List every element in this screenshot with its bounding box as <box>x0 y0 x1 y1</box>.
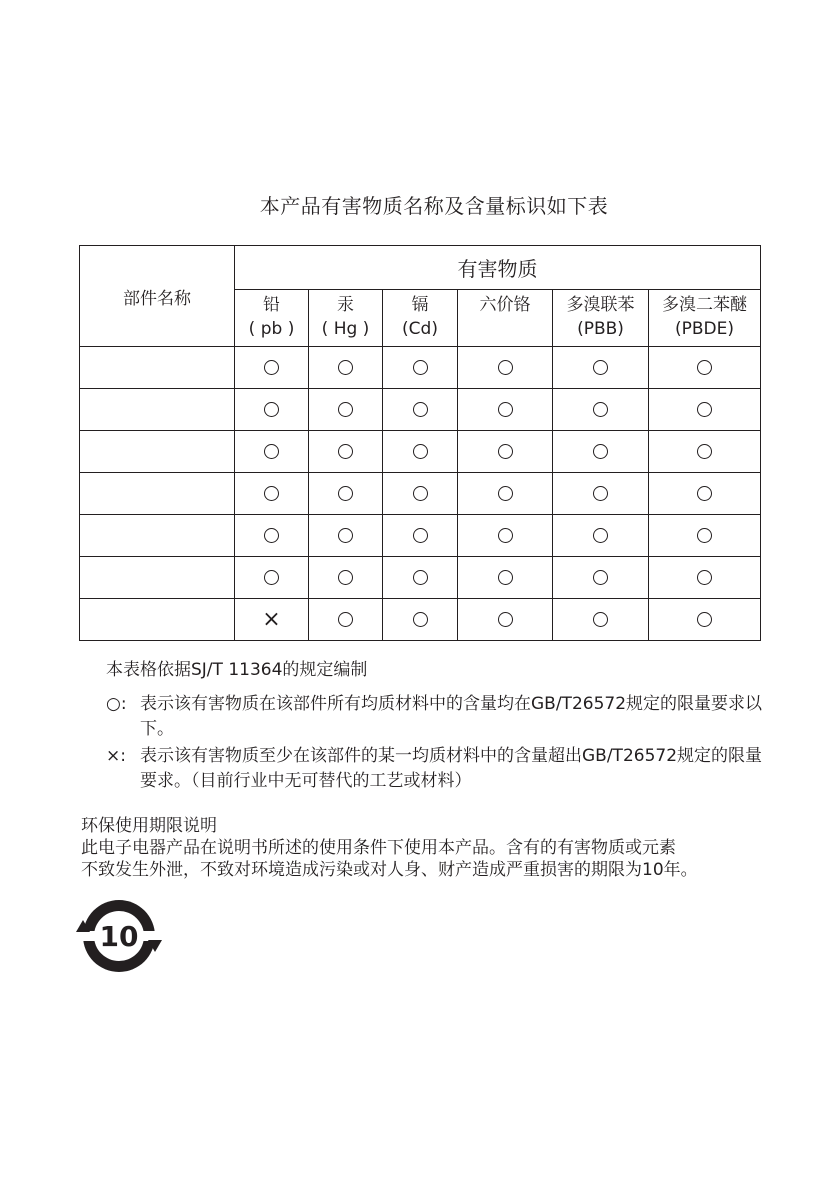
part-name-cell <box>80 515 235 557</box>
within-limit-circle-icon <box>697 360 712 375</box>
column-header-symbol: ( Hg ) <box>321 319 370 339</box>
substance-cell <box>649 431 761 473</box>
column-header-name: 多溴二苯醚 <box>662 295 747 315</box>
substance-cell <box>309 473 383 515</box>
column-header-hexavalent-chromium <box>458 290 553 347</box>
substance-cell <box>309 515 383 557</box>
within-limit-circle-icon <box>498 528 513 543</box>
substance-cell <box>309 389 383 431</box>
standard-basis-note: 本表格依据SJ/T 11364的规定编制 <box>106 660 368 680</box>
within-limit-circle-icon <box>697 444 712 459</box>
environmental-text-line-1: 此电子电器产品在说明书所述的使用条件下使用本产品。含有的有害物质或元素 <box>81 838 676 858</box>
part-name-cell <box>80 347 235 389</box>
within-limit-circle-icon <box>413 444 428 459</box>
part-name-cell <box>80 599 235 641</box>
part-name-cell <box>80 431 235 473</box>
substance-cell <box>553 557 649 599</box>
substance-cell <box>235 347 309 389</box>
environmental-heading: 环保使用期限说明 <box>81 816 217 836</box>
column-header-name: 镉 <box>411 295 429 315</box>
part-name-cell <box>80 473 235 515</box>
substance-cell <box>235 473 309 515</box>
environmental-protection-section <box>81 815 781 881</box>
table-row <box>80 431 761 473</box>
within-limit-circle-icon <box>264 570 279 585</box>
within-limit-circle-icon <box>697 402 712 417</box>
substance-cell <box>553 515 649 557</box>
within-limit-circle-icon <box>413 402 428 417</box>
substance-cell <box>309 347 383 389</box>
substance-cell <box>649 515 761 557</box>
within-limit-circle-icon <box>593 612 608 627</box>
within-limit-circle-icon <box>593 486 608 501</box>
within-limit-circle-icon <box>413 570 428 585</box>
substance-cell <box>649 599 761 641</box>
efup-10-year-logo <box>76 896 162 976</box>
substance-cell <box>649 473 761 515</box>
within-limit-circle-icon <box>593 570 608 585</box>
table-body <box>80 347 761 641</box>
within-limit-circle-icon <box>264 444 279 459</box>
within-limit-circle-icon <box>413 612 428 627</box>
within-limit-circle-icon <box>498 612 513 627</box>
substance-cell <box>458 389 553 431</box>
column-header-symbol: ( pb ) <box>248 319 295 339</box>
substance-cell <box>458 599 553 641</box>
table-row <box>80 473 761 515</box>
within-limit-circle-icon <box>593 360 608 375</box>
within-limit-circle-icon <box>338 612 353 627</box>
within-limit-circle-icon <box>338 444 353 459</box>
column-header-symbol: (Cd) <box>402 319 438 339</box>
within-limit-circle-icon <box>593 402 608 417</box>
substance-cell <box>383 473 458 515</box>
within-limit-circle-icon <box>413 360 428 375</box>
cross-legend-text: 表示该有害物质至少在该部件的某一均质材料中的含量超出GB/T26572规定的限量要求。（目前行业中无可替代的工艺或材料） <box>140 746 763 791</box>
hazardous-substance-table <box>79 245 761 641</box>
part-name-cell <box>80 389 235 431</box>
substance-cell <box>235 557 309 599</box>
within-limit-circle-icon <box>264 528 279 543</box>
within-limit-circle-icon <box>498 486 513 501</box>
substance-cell <box>458 431 553 473</box>
column-header-cadmium <box>383 290 458 347</box>
substance-cell <box>553 431 649 473</box>
substance-cell <box>458 515 553 557</box>
substance-cell <box>383 389 458 431</box>
column-header-mercury <box>309 290 383 347</box>
substance-cell <box>383 599 458 641</box>
substance-cell <box>649 389 761 431</box>
table-row <box>80 389 761 431</box>
table-row <box>80 557 761 599</box>
substance-cell <box>458 347 553 389</box>
column-header-symbol: (PBDE) <box>674 319 734 339</box>
column-header-pbde <box>649 290 761 347</box>
within-limit-circle-icon <box>498 360 513 375</box>
column-header-name: 汞 <box>337 295 354 315</box>
substance-cell <box>309 599 383 641</box>
substance-cell <box>649 557 761 599</box>
exceeds-limit-cross-icon: × <box>262 606 281 632</box>
substance-cell <box>235 389 309 431</box>
substance-cell <box>235 599 309 641</box>
substance-cell <box>383 557 458 599</box>
within-limit-circle-icon <box>697 528 712 543</box>
substance-cell <box>649 347 761 389</box>
within-limit-circle-icon <box>264 402 279 417</box>
environmental-text-line-2: 不致发生外泄，不致对环境造成污染或对人身、财产造成严重损害的期限为10年。 <box>81 860 698 880</box>
logo-number: 10 <box>99 920 139 953</box>
part-name-cell <box>80 557 235 599</box>
within-limit-circle-icon <box>593 528 608 543</box>
page-title: 本产品有害物质名称及含量标识如下表 <box>259 194 609 218</box>
within-limit-circle-icon <box>697 486 712 501</box>
substance-cell <box>309 557 383 599</box>
hazardous-substances-header: 有害物质 <box>235 246 761 290</box>
within-limit-circle-icon <box>413 486 428 501</box>
substance-cell <box>383 431 458 473</box>
cross-mark-label: ×: <box>106 746 126 766</box>
column-header-pbb <box>553 290 649 347</box>
within-limit-circle-icon <box>413 528 428 543</box>
within-limit-circle-icon <box>338 486 353 501</box>
part-name-header: 部件名称 <box>80 246 235 347</box>
within-limit-circle-icon <box>338 528 353 543</box>
substance-cell <box>553 599 649 641</box>
within-limit-circle-icon <box>593 444 608 459</box>
substance-cell <box>383 515 458 557</box>
column-header-lead <box>235 290 309 347</box>
within-limit-circle-icon <box>697 570 712 585</box>
circle-mark-label: ○: <box>106 694 127 714</box>
table-row <box>80 515 761 557</box>
within-limit-circle-icon <box>264 360 279 375</box>
substance-cell <box>458 557 553 599</box>
within-limit-circle-icon <box>697 612 712 627</box>
table-row <box>80 599 761 641</box>
substance-cell <box>553 473 649 515</box>
circle-legend-note <box>106 692 766 742</box>
within-limit-circle-icon <box>498 444 513 459</box>
substance-cell <box>553 389 649 431</box>
column-header-name: 六价铬 <box>479 295 531 315</box>
within-limit-circle-icon <box>338 570 353 585</box>
table-row <box>80 347 761 389</box>
within-limit-circle-icon <box>264 486 279 501</box>
within-limit-circle-icon <box>498 570 513 585</box>
within-limit-circle-icon <box>338 402 353 417</box>
column-header-name: 多溴联苯 <box>566 295 635 315</box>
substance-cell <box>235 515 309 557</box>
column-header-symbol: (PBB) <box>577 319 624 339</box>
substance-cell <box>309 431 383 473</box>
cross-legend-note <box>106 744 766 794</box>
substance-cell <box>235 431 309 473</box>
column-header-name: 铅 <box>263 295 280 315</box>
circle-legend-text: 表示该有害物质在该部件所有均质材料中的含量均在GB/T26572规定的限量要求以下。 <box>140 694 763 739</box>
substance-cell <box>458 473 553 515</box>
within-limit-circle-icon <box>338 360 353 375</box>
substance-cell <box>383 347 458 389</box>
substance-cell <box>553 347 649 389</box>
within-limit-circle-icon <box>498 402 513 417</box>
